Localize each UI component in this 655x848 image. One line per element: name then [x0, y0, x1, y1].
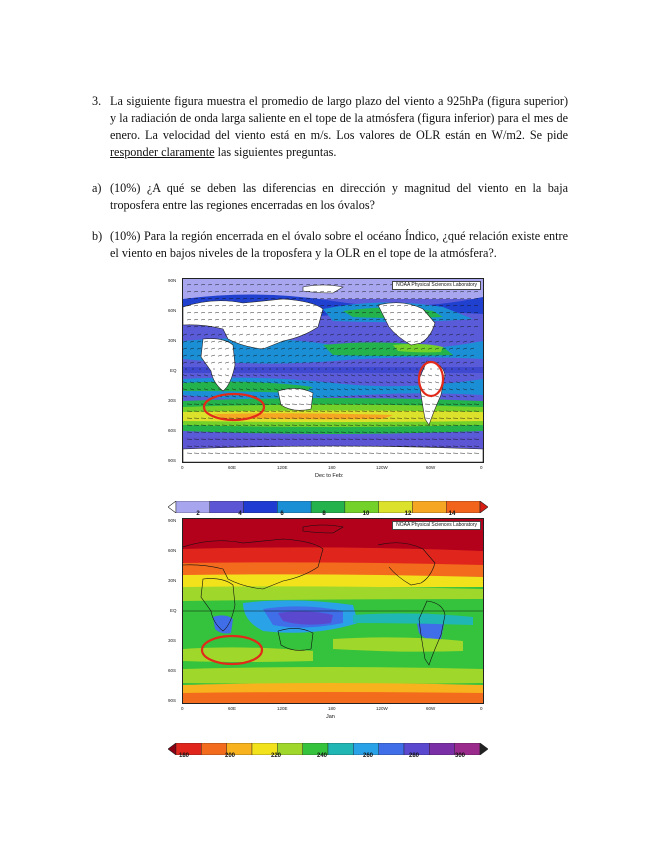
olr-caption: Jan	[326, 714, 335, 720]
colorbar-segment	[201, 743, 226, 755]
colorbar-segment	[328, 743, 353, 755]
colorbar-segment	[379, 743, 404, 755]
colorbar-segment	[277, 743, 302, 755]
olr-colorbar: 180 200 220 240 260 280 300	[168, 742, 488, 764]
wind-colorbar-image	[168, 501, 488, 513]
colorbar-segment	[311, 501, 345, 513]
colorbar-segment	[176, 501, 210, 513]
colorbar-segment	[429, 743, 454, 755]
olr-map	[182, 518, 484, 704]
item-b-label: b)	[92, 229, 103, 243]
olr-colorbar-image	[168, 743, 488, 755]
wind-map	[182, 278, 484, 463]
olr-map-watermark: NOAA Physical Sciences Laboratory	[392, 521, 481, 530]
item-a-label: a)	[92, 181, 102, 195]
wind-colorbar: 2 4 6 8 10 12 14	[168, 500, 488, 522]
item-a-percent: (10%)	[110, 181, 141, 195]
question-3	[92, 93, 568, 161]
item-b-percent: (10%)	[110, 229, 141, 243]
olr-map-image	[183, 519, 483, 703]
wind-map-image	[183, 279, 483, 462]
question-3-text: La siguiente figura muestra el promedio de largo plazo del viento a 925hPa (figura superior) y la radiación de onda larga saliente en el tope de la atmósfera (figura inferior) para el mes de enero. La velocidad del viento está en m/s. Los valores de OLR están en W/m2. Se pide responder claramente las siguientes preguntas.	[110, 94, 568, 159]
item-b	[92, 228, 568, 262]
wind-caption: Dec to Feb:	[315, 473, 344, 479]
colorbar-segment	[244, 501, 278, 513]
wind-map-watermark: NOAA Physical Sciences Laboratory	[392, 281, 481, 290]
item-a-text: ¿A qué se deben las diferencias en dirección y magnitud del viento en la baja troposfera entre las regiones encerradas en los óvalos?	[110, 181, 568, 212]
question-number: 3.	[92, 94, 102, 108]
underlined-phrase: responder claramente	[110, 145, 215, 159]
colorbar-segment	[412, 501, 446, 513]
item-b-text: Para la región encerrada en el óvalo sobre el océano Índico, ¿qué relación existe entre el viento en bajos niveles de la troposfera y la OLR en el tope de la atmósfera?.	[110, 229, 568, 260]
item-a	[92, 180, 568, 214]
